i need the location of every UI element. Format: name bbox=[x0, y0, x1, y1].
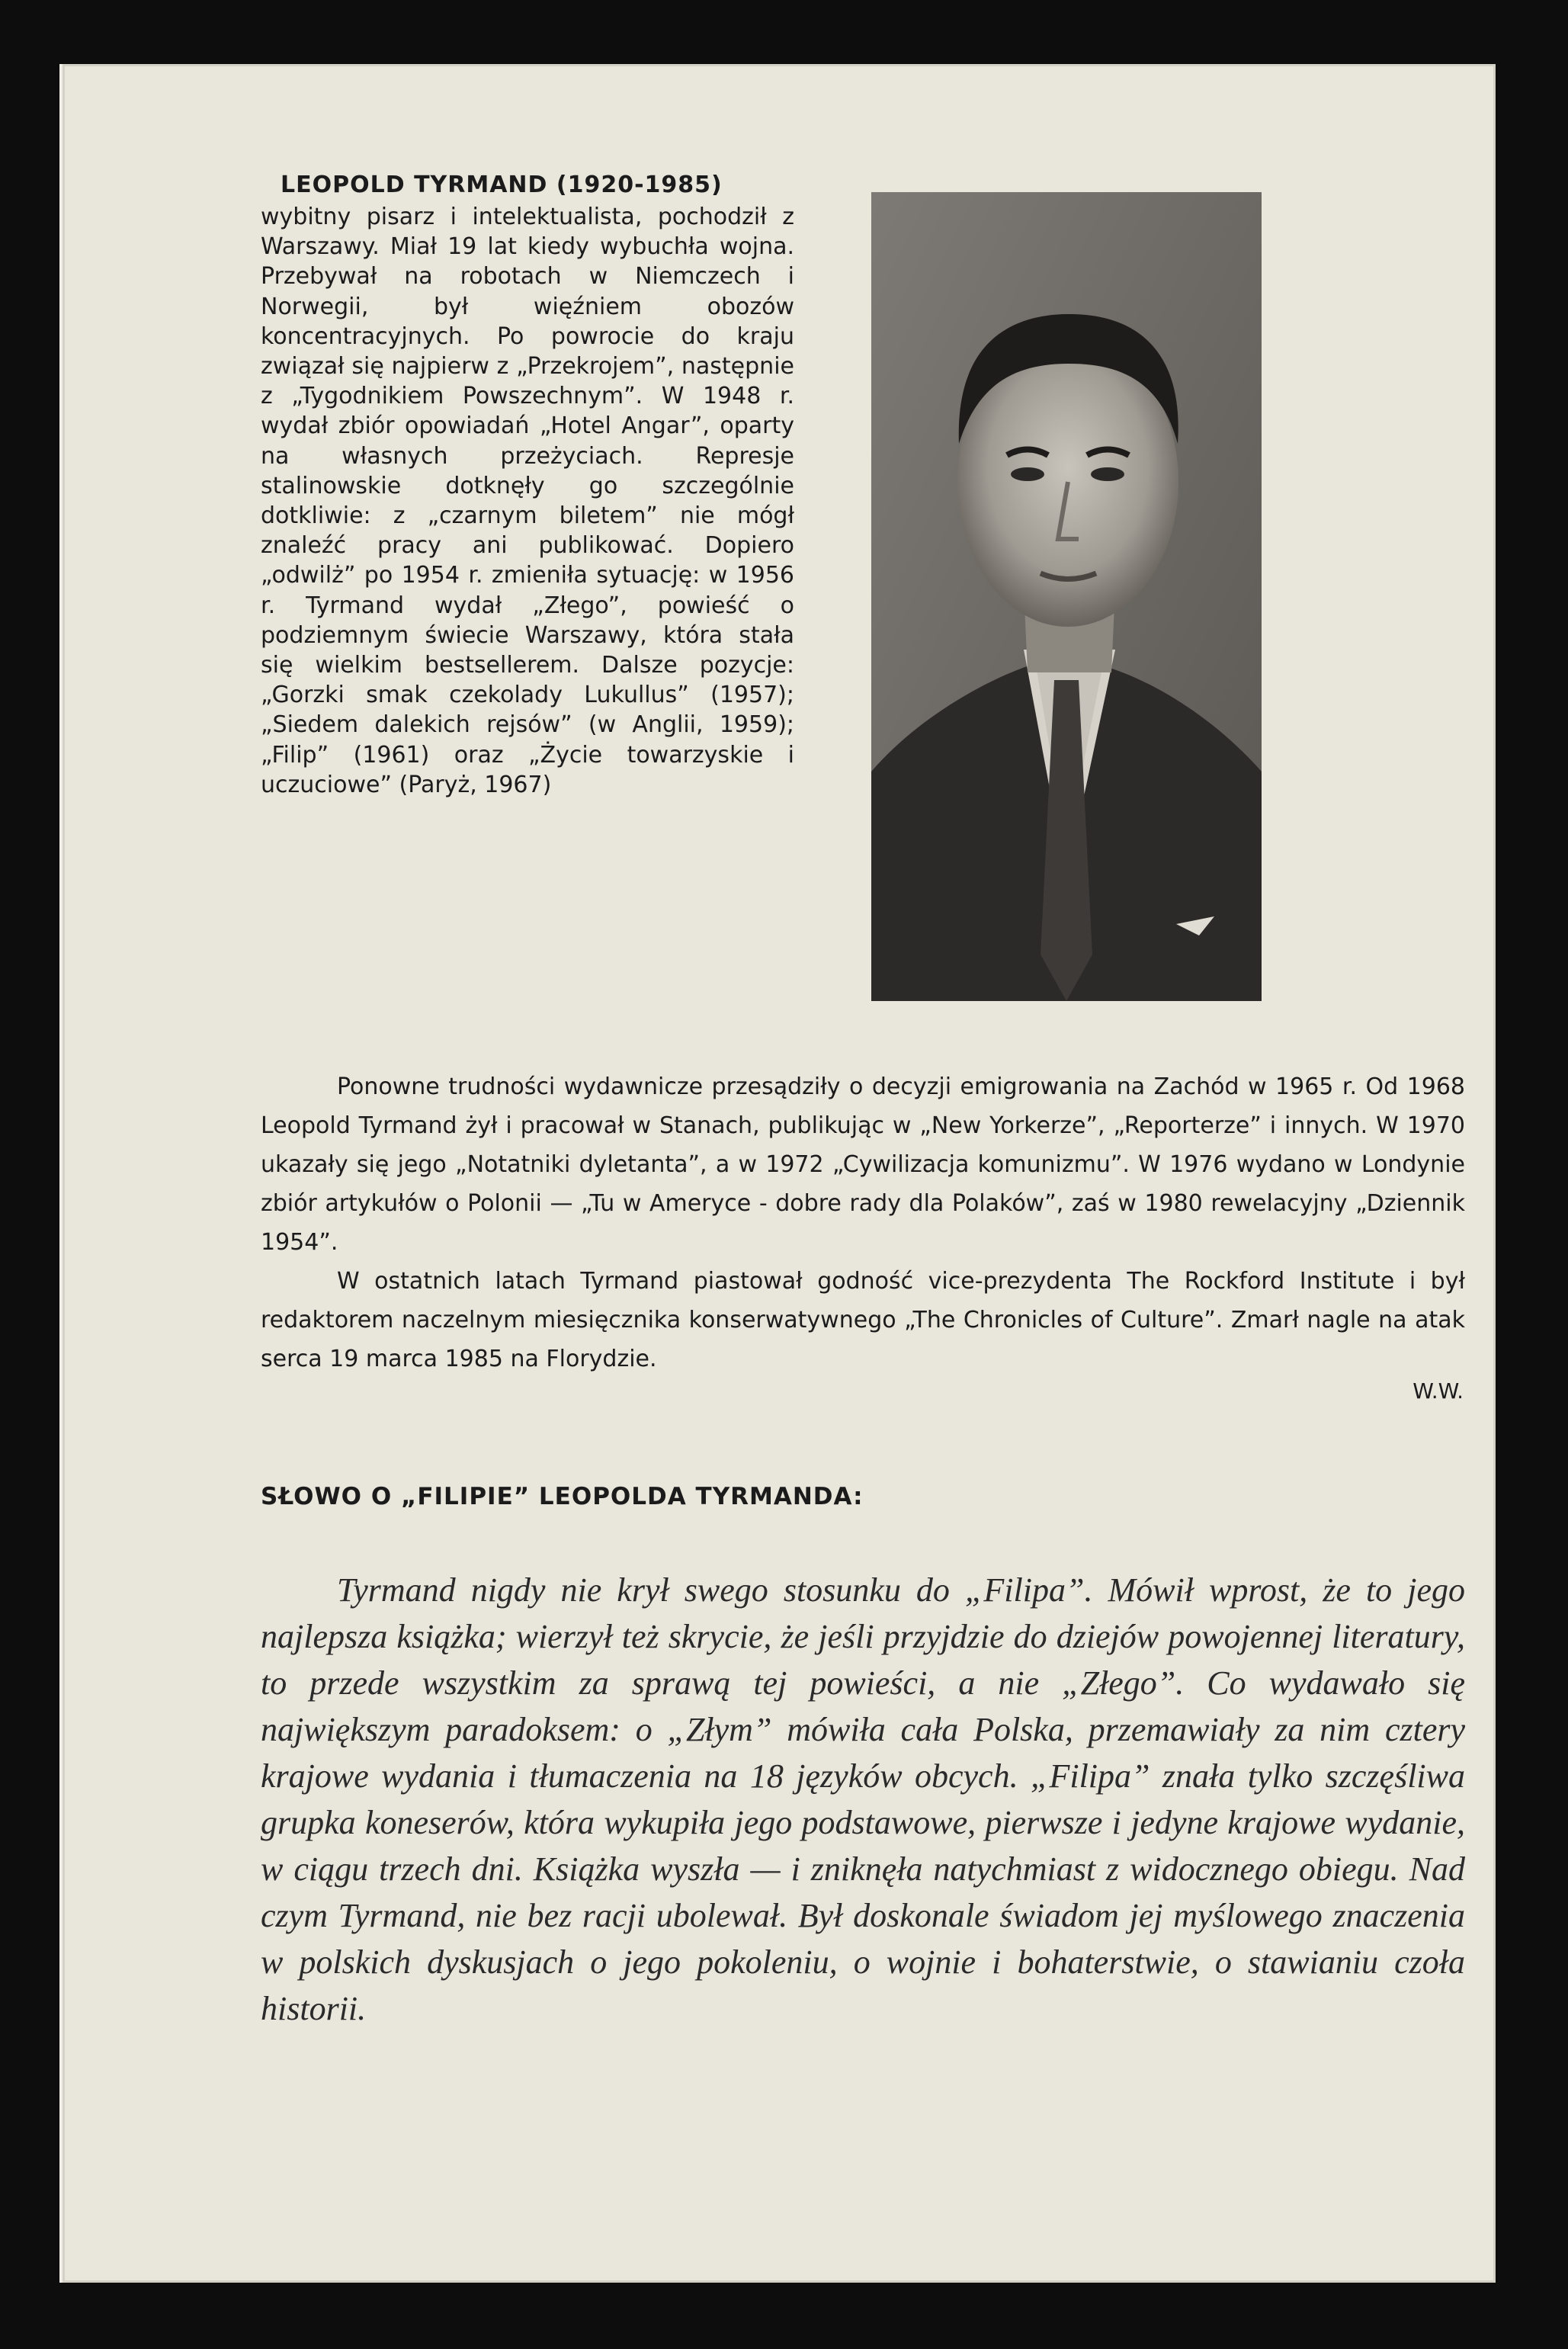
bio-narrow-column bbox=[261, 202, 794, 800]
portrait-photo-icon bbox=[871, 192, 1262, 1001]
author-initials: W.W. bbox=[1412, 1378, 1464, 1404]
review-paragraph: Tyrmand nigdy nie krył swego stosunku do „Filipa”. Mówił wprost, że to jego najlepsza książka; wierzył też skrycie, że jeśli przyjdzie do dziejów powojennej literatury, to przede wszystkim za sprawą tej powieści, a nie „Złego”. Co wydawało się największym paradoksem: o „Złym” mówiła cała Polska, przemawiały za nim cztery krajowe wydania i tłumaczenia na 18 języków obcych. „Filipa” znała tylko szczęśliwa grupka koneserów, która wykupiła jego podstawowe, pierwsze i jedyne krajowe wydanie, w ciągu trzech dni. Książka wyszła — i zniknęła natychmiast z widocznego obiegu. Nad czym Tyrmand, nie bez racji ubolewał. Był doskonale świadom jej myślowego znaczenia w polskich dyskusjach o jego pokoleniu, o wojnie i bohaterstwie, o stawianiu czoła historii. bbox=[261, 1571, 1465, 2027]
bio-heading: LEOPOLD TYRMAND (1920-1985) bbox=[281, 172, 723, 198]
review-text-block bbox=[261, 1567, 1465, 2032]
bio-paragraph-2: W ostatnich latach Tyrmand piastował godność vice-prezydenta The Rockford Institute i był redaktorem naczelnym miesięcznika konserwatywnego „The Chronicles of Culture”. Zmarł nagle na atak serca 19 marca 1985 na Florydzie. bbox=[261, 1268, 1465, 1372]
bio-paragraph-1: Ponowne trudności wydawnicze przesądziły o decyzji emigrowania na Zachód w 1965 r. Od 1968 Leopold Tyrmand żył i pracował w Stanach, publikując w „New Yorkerze”, „Reporterze” i innych. W 1970 ukazały się jego „Notatniki dyletanta”, a w 1972 „Cywilizacja komunizmu”. W 1976 wydano w Londynie zbiór artykułów o Polonii — „Tu w Ameryce - dobre rady dla Polaków”, zaś w 1980 rewelacyjny „Dziennik 1954”. bbox=[261, 1073, 1465, 1256]
bio-narrow-text: wybitny pisarz i intelektualista, pochodził z Warszawy. Miał 19 lat kiedy wybuchła wojna. Przebywał na robotach w Niemczech i Norwegii, był więźniem obozów koncentracyjnych. Po powrocie do kraju związał się najpierw z „Przekrojem”, następnie z „Tygodnikiem Powszechnym”. W 1948 r. wydał zbiór opowiadań „Hotel Angar”, oparty na własnych przeżyciach. Represje stalinowskie dotknęły go szczególnie dotkliwie: z „czarnym biletem” nie mógł znaleźć pracy ani publikować. Dopiero „odwilż” po 1954 r. zmieniła sytuację: w 1956 r. Tyrmand wydał „Złego”, powieść o podziemnym świecie Warszawy, która stała się wielkim bestsellerem. Dalsze pozycje: „Gorzki smak czekolady Lukullus” (1957); „Siedem dalekich rejsów” (w Anglii, 1959); „Filip” (1961) oraz „Życie towarzyskie i uczuciowe” (Paryż, 1967) bbox=[261, 204, 794, 798]
author-portrait bbox=[871, 192, 1262, 1001]
bio-wide-section bbox=[261, 1067, 1465, 1378]
section-title: SŁOWO O „FILIPIE” LEOPOLDA TYRMANDA: bbox=[261, 1483, 864, 1510]
